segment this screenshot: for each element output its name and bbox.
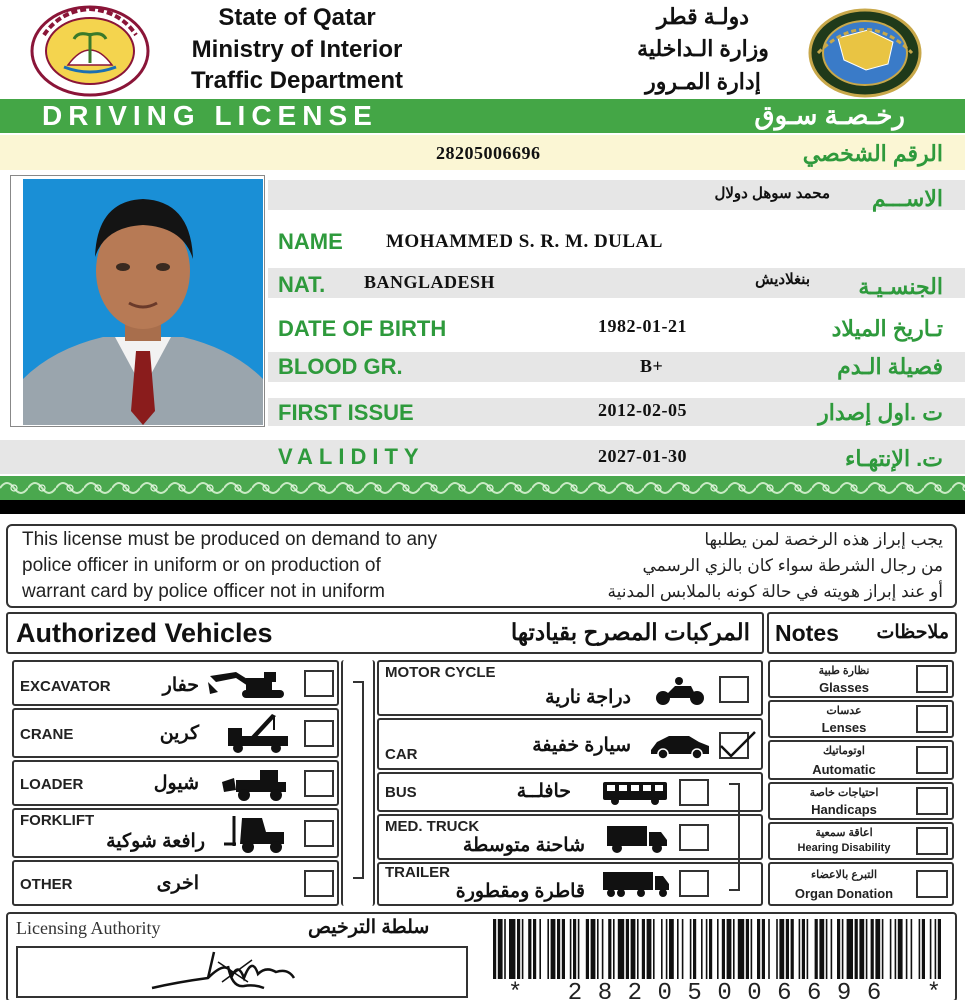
barcode-bar: [573, 919, 576, 979]
excavator-icon: [206, 670, 290, 700]
barcode-bar: [919, 919, 921, 979]
note-hearing-label: Hearing Disability: [797, 842, 891, 854]
barcode: [493, 919, 945, 979]
note-organ-label-ar: التبرع بالاعضاء: [810, 869, 878, 881]
notes-header-label-ar: ملاحظات: [876, 622, 949, 643]
vehicle-car-label-ar: سيارة خفيفة: [532, 735, 631, 756]
vehicle-med-truck-label-ar: شاحنة متوسطة: [462, 835, 585, 856]
vehicle-forklift-label: FORKLIFT: [20, 812, 95, 829]
vehicles-header-label: Authorized Vehicles: [16, 618, 273, 648]
vehicle-bus-label-ar: حافلــة: [516, 781, 571, 802]
barcode-bar: [509, 919, 515, 979]
first-issue-label-ar: ت .اول إصدار: [818, 400, 943, 425]
barcode-bar: [837, 919, 840, 979]
nat-value-ar: بنغلاديش: [755, 271, 810, 288]
barcode-bar: [709, 919, 712, 979]
signature-box: [16, 946, 468, 998]
barcode-bar: [539, 919, 541, 979]
barcode-bar: [807, 919, 809, 979]
vehicle-motorcycle-label: MOTOR CYCLE: [385, 664, 496, 681]
barcode-bar: [677, 919, 679, 979]
barcode-bar: [866, 919, 868, 979]
vehicle-loader-label: LOADER: [20, 776, 84, 793]
barcode-bar: [551, 919, 556, 979]
header-ministry: Ministry of Interior: [191, 36, 403, 63]
note-lenses-label: Lenses: [821, 720, 867, 735]
vehicle-motorcycle-checkbox[interactable]: [719, 676, 749, 703]
note-organ-checkbox[interactable]: [916, 870, 948, 898]
gcc-emblem-icon: [808, 8, 923, 98]
barcode-bar: [602, 919, 604, 979]
authority-label: Licensing Authority: [16, 918, 161, 938]
vehicle-loader-checkbox[interactable]: [304, 770, 334, 797]
barcode-bar: [533, 919, 536, 979]
vehicle-other: [12, 860, 339, 906]
nat-label-ar: الجنسـيـة: [858, 274, 943, 299]
security-pattern-band: [0, 476, 965, 500]
vehicle-bus: [377, 772, 763, 812]
barcode-bar: [661, 919, 663, 979]
barcode-bar: [855, 919, 858, 979]
note-automatic-label: Automatic: [812, 762, 876, 777]
header-department-ar: إدارة المـرور: [645, 69, 761, 94]
barcode-bar: [647, 919, 652, 979]
barcode-bar: [522, 919, 524, 979]
barcode-bar: [826, 919, 828, 979]
barcode-bar: [591, 919, 596, 979]
barcode-bar: [842, 919, 844, 979]
loader-icon: [220, 768, 290, 802]
barcode-bar: [762, 919, 765, 979]
header-state: State of Qatar: [218, 4, 376, 31]
barcode-bar: [911, 919, 913, 979]
title-driving-license-ar: رخـصـة سـوق: [754, 100, 905, 130]
barcode-bar: [898, 919, 903, 979]
vehicle-crane-label-ar: كرين: [159, 723, 199, 744]
barcode-bar: [786, 919, 789, 979]
notes-header: [767, 612, 957, 654]
barcode-bar: [757, 919, 760, 979]
barcode-bar: [738, 919, 744, 979]
holder-photo: [23, 179, 263, 425]
vehicle-forklift-checkbox[interactable]: [304, 820, 334, 847]
vehicle-excavator-label-ar: حفار: [162, 675, 199, 696]
barcode-bar: [666, 919, 668, 979]
barcode-bar: [930, 919, 932, 979]
vehicle-car: [377, 718, 763, 770]
vehicle-car-label: CAR: [385, 746, 418, 763]
note-organ-label: Organ Donation: [794, 886, 894, 901]
note-lenses: [768, 700, 954, 738]
note-automatic-checkbox[interactable]: [916, 746, 948, 774]
barcode-bar: [831, 919, 833, 979]
validity-row: [0, 440, 965, 474]
license-back: [0, 500, 965, 1000]
barcode-bar: [547, 919, 549, 979]
personal-no-value: 28205006696: [436, 143, 541, 163]
vertical-bracket: [341, 660, 375, 906]
note-handicaps: [768, 782, 954, 820]
truck-icon: [605, 824, 669, 854]
vehicle-other-label-ar: اخرى: [156, 873, 199, 894]
notice-line-1-ar: يجب إبراز هذه الرخصة لمن يطلبها: [704, 530, 943, 549]
authority-label-ar: سلطة الترخيص: [308, 917, 430, 938]
vehicle-med-truck-checkbox[interactable]: [679, 824, 709, 851]
barcode-bar: [562, 919, 565, 979]
forklift-icon: [222, 814, 290, 854]
barcode-bar: [631, 919, 636, 979]
blood-label: BLOOD GR.: [278, 354, 403, 379]
first-issue-value: 2012-02-05: [598, 400, 687, 420]
vehicle-forklift: [12, 808, 339, 858]
vehicle-crane-label: CRANE: [20, 726, 74, 743]
note-glasses-label: Glasses: [819, 680, 869, 695]
checkmark-icon: [717, 728, 757, 758]
personal-no-label-ar: الرقم الشخصي: [802, 141, 943, 166]
vehicle-motorcycle-label-ar: دراجة نارية: [545, 687, 631, 708]
barcode-bar: [557, 919, 560, 979]
vehicle-other-checkbox[interactable]: [304, 870, 334, 897]
barcode-bar: [890, 919, 892, 979]
title-driving-license: DRIVING LICENSE: [42, 100, 378, 131]
signature-mark: [148, 948, 298, 998]
note-lenses-label-ar: عدسات: [826, 705, 862, 717]
barcode-bar: [618, 919, 624, 979]
barcode-bar: [682, 919, 684, 979]
qatar-emblem-icon: [30, 5, 150, 97]
barcode-bar: [779, 919, 784, 979]
barcode-bar: [717, 919, 719, 979]
vehicles-header-label-ar: المركبات المصرح بقيادتها: [510, 619, 750, 645]
barcode-bar: [802, 919, 805, 979]
name-label: NAME: [278, 229, 343, 254]
barcode-bar: [701, 919, 703, 979]
barcode-bar: [776, 919, 778, 979]
dob-value: 1982-01-21: [598, 316, 687, 336]
barcode-bar: [871, 919, 874, 979]
barcode-bar: [938, 919, 941, 979]
note-glasses: [768, 660, 954, 698]
vehicle-med-truck-label: MED. TRUCK: [385, 818, 480, 835]
blood-value: B+: [640, 356, 664, 376]
barcode-bar: [653, 919, 655, 979]
notice-line-1: This license must be produced on demand to any: [22, 529, 438, 550]
note-automatic: [768, 740, 954, 780]
note-handicaps-label: Handicaps: [811, 802, 877, 817]
barcode-bar: [768, 919, 770, 979]
barcode-bar: [578, 919, 580, 979]
barcode-bar: [746, 919, 749, 979]
nat-label: NAT.: [278, 272, 326, 297]
vehicle-trailer-label: TRAILER: [385, 864, 450, 881]
dob-label: DATE OF BIRTH: [278, 316, 447, 341]
barcode-bar: [733, 919, 735, 979]
vehicle-loader-label-ar: شيول: [153, 773, 199, 794]
vehicle-trailer-label-ar: قاطرة ومقطورة: [455, 881, 585, 902]
barcode-bar: [613, 919, 615, 979]
vehicle-loader: [12, 760, 339, 806]
barcode-bar: [586, 919, 589, 979]
barcode-bar: [608, 919, 611, 979]
barcode-bar: [875, 919, 880, 979]
barcode-bar: [847, 919, 853, 979]
barcode-bar: [791, 919, 794, 979]
barcode-bar: [642, 919, 645, 979]
vehicle-bus-checkbox[interactable]: [679, 779, 709, 806]
vehicle-trailer: [377, 862, 763, 906]
notice-line-2-ar: من رجال الشرطة سواء كان بالزي الرسمي: [642, 556, 943, 575]
note-lenses-checkbox[interactable]: [916, 705, 948, 733]
right-bracket-icon: [725, 782, 745, 892]
vehicle-excavator-label: EXCAVATOR: [20, 678, 111, 695]
barcode-bar: [690, 919, 692, 979]
validity-value: 2027-01-30: [598, 446, 687, 466]
barcode-bar: [815, 919, 818, 979]
barcode-bar: [693, 919, 696, 979]
barcode-bar: [722, 919, 725, 979]
name-value: MOHAMMED S. R. M. DULAL: [386, 231, 663, 252]
vehicles-header: [6, 612, 764, 654]
barcode-bar: [706, 919, 708, 979]
header-state-ar: دولـة قطر: [656, 4, 750, 29]
vehicle-crane: [12, 708, 339, 758]
header-ministry-ar: وزارة الـداخلية: [637, 36, 769, 61]
validity-label-ar: ت. الإنتهـاء: [845, 446, 943, 471]
note-hearing: [768, 822, 954, 860]
barcode-bar: [922, 919, 925, 979]
name-value-ar: محمد سوهل دولال: [714, 185, 830, 202]
name-ar-row: [268, 180, 965, 210]
notice-line-3-ar: أو عند إبراز هويته في حالة كونه بالملابس المدنية: [607, 582, 943, 601]
vehicle-motorcycle: [377, 660, 763, 716]
note-hearing-label-ar: اعاقة سمعية: [815, 827, 873, 839]
name-label-ar: الاســـم: [871, 186, 943, 211]
barcode-bar: [637, 919, 639, 979]
note-hearing-checkbox[interactable]: [916, 827, 948, 855]
notice-line-2: police officer in uniform or on production of: [22, 555, 381, 576]
barcode-bar: [517, 919, 520, 979]
vehicle-car-checkbox[interactable]: [719, 732, 749, 759]
motorcycle-icon: [653, 676, 707, 706]
barcode-bar: [597, 919, 599, 979]
validity-label: VALIDITY: [278, 444, 425, 469]
barcode-bar: [819, 919, 824, 979]
barcode-bar: [935, 919, 937, 979]
vehicle-excavator-checkbox[interactable]: [304, 670, 334, 697]
bracket-icon: [349, 680, 369, 880]
photo-frame: [10, 175, 265, 427]
barcode-number: * 28205006696 *: [508, 980, 957, 1000]
barcode-bar: [528, 919, 531, 979]
barcode-bar: [751, 919, 753, 979]
vehicle-trailer-checkbox[interactable]: [679, 870, 709, 897]
crane-truck-icon: [226, 712, 290, 754]
vehicle-crane-checkbox[interactable]: [304, 720, 334, 747]
bus-icon: [601, 780, 669, 806]
barcode-bar: [727, 919, 732, 979]
car-icon: [649, 732, 711, 760]
dob-label-ar: تـاريخ الميلاد: [831, 316, 943, 341]
vehicle-med-truck: [377, 814, 763, 860]
blood-label-ar: فصيلة الـدم: [837, 354, 943, 379]
nat-value: BANGLADESH: [364, 272, 496, 292]
vehicle-other-label: OTHER: [20, 876, 73, 893]
barcode-bar: [493, 919, 496, 979]
title-band: [0, 99, 965, 133]
barcode-bar: [799, 919, 801, 979]
note-automatic-label-ar: اوتوماتيك: [822, 745, 865, 757]
notes-header-label: Notes: [775, 620, 839, 646]
notice-line-3: warrant card by police officer not in uniform: [22, 581, 385, 602]
notice-box: [6, 524, 957, 608]
barcode-bar: [669, 919, 674, 979]
barcode-bar: [859, 919, 864, 979]
barcode-bar: [570, 919, 572, 979]
vehicle-excavator: [12, 660, 339, 706]
barcode-bar: [504, 919, 506, 979]
barcode-bar: [498, 919, 503, 979]
note-handicaps-label-ar: احتياجات خاصة: [809, 787, 879, 799]
first-issue-label: FIRST ISSUE: [278, 400, 414, 425]
vehicle-forklift-label-ar: رافعة شوكية: [106, 831, 205, 852]
barcode-bar: [895, 919, 897, 979]
barcode-bar: [906, 919, 908, 979]
note-glasses-label-ar: نظارة طبية: [818, 665, 870, 677]
note-organ-donation: [768, 862, 954, 906]
barcode-bar: [882, 919, 884, 979]
header-department: Traffic Department: [190, 67, 404, 94]
note-handicaps-checkbox[interactable]: [916, 787, 948, 815]
barcode-bar: [626, 919, 629, 979]
vehicle-bus-label: BUS: [385, 784, 417, 801]
note-glasses-checkbox[interactable]: [916, 665, 948, 693]
trailer-icon: [601, 870, 671, 900]
